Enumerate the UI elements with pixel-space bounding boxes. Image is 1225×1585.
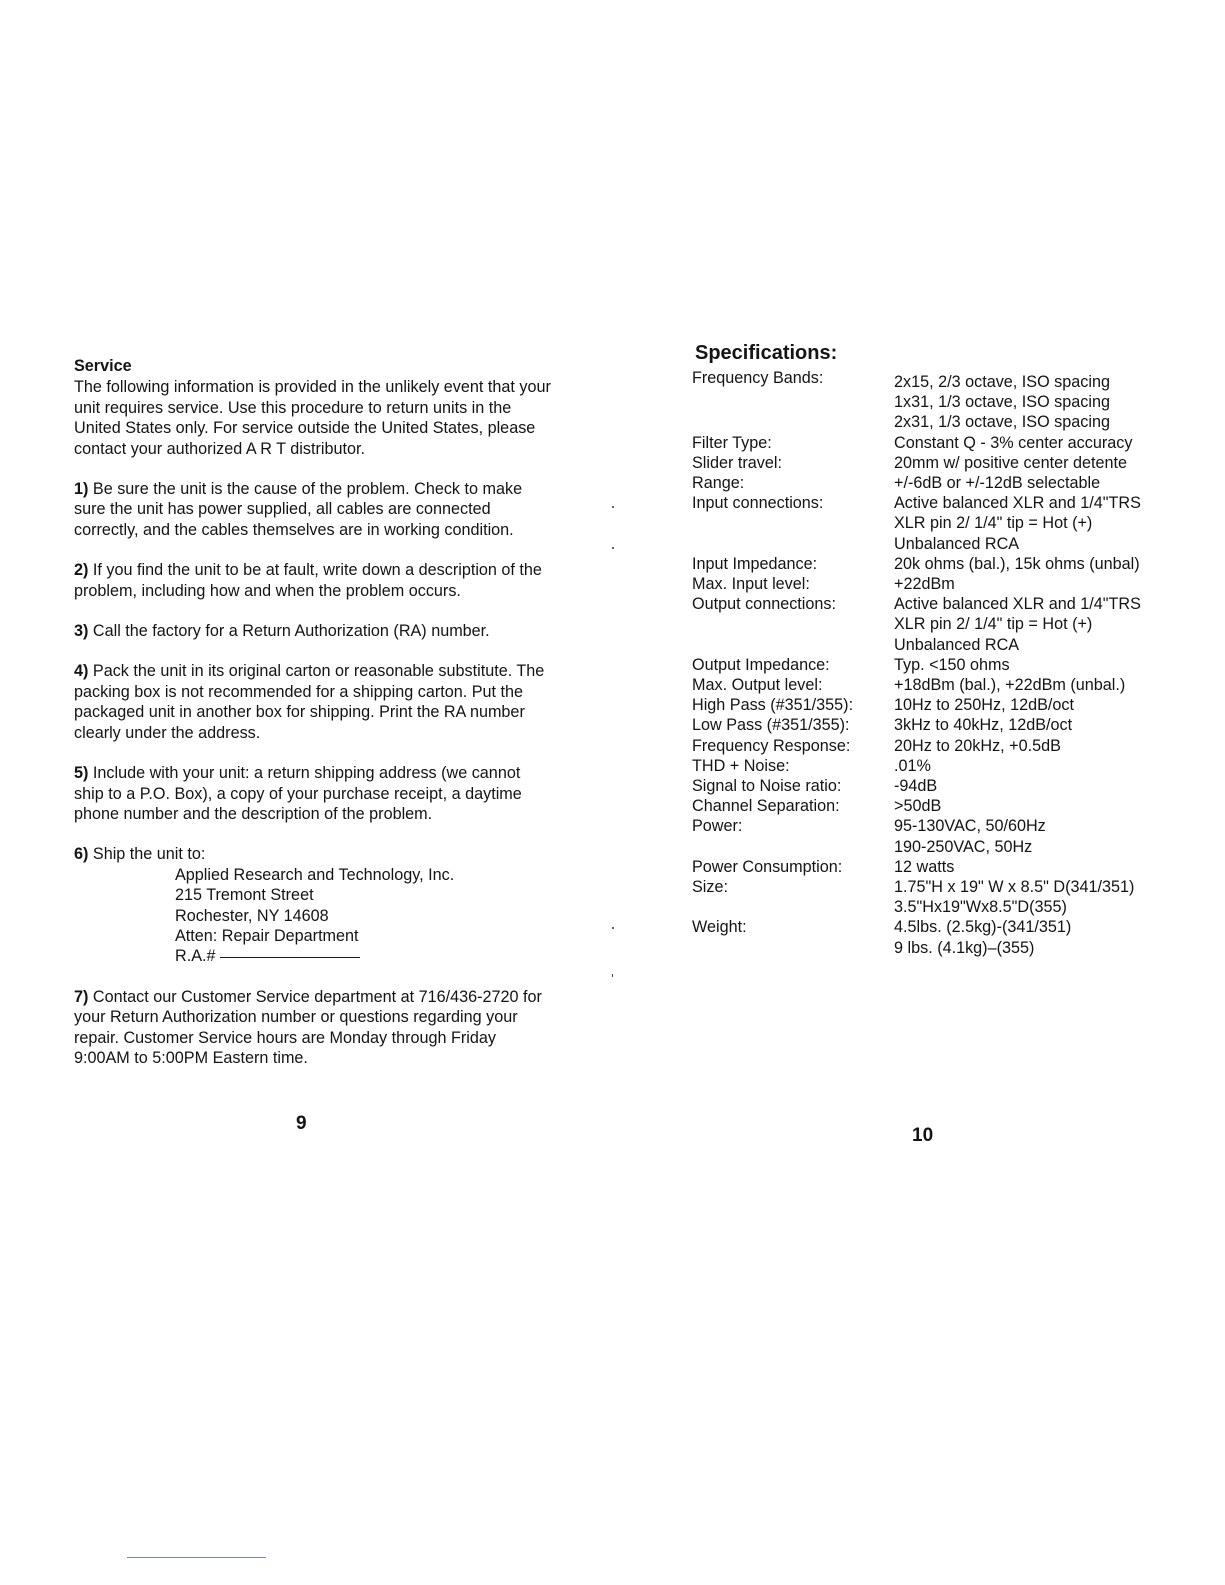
spec-values — [894, 473, 1172, 493]
shipping-address — [74, 865, 554, 967]
spec-row — [692, 574, 1172, 594]
spec-row — [692, 695, 1172, 715]
spec-label: Max. Output level: — [692, 676, 823, 695]
spec-label: Low Pass (#351/355): — [692, 716, 850, 735]
step-number: 6) — [74, 845, 89, 864]
service-step-5 — [74, 763, 554, 824]
step-number: 7) — [74, 987, 89, 1006]
spec-value: 10Hz to 250Hz, 12dB/oct — [894, 696, 1074, 715]
spec-label: Max. Input level: — [692, 575, 810, 594]
spec-value: -94dB — [894, 777, 938, 796]
spec-label: Signal to Noise ratio: — [692, 777, 842, 796]
spec-values — [894, 433, 1172, 453]
step-text: Ship the unit to: — [92, 845, 206, 864]
spec-value: 1x31, 1/3 octave, ISO spacing — [894, 393, 1110, 412]
spec-value: >50dB — [894, 797, 942, 816]
spec-values — [894, 796, 1172, 816]
spec-value: .01% — [894, 756, 931, 775]
spec-values — [894, 736, 1172, 756]
scan-speck — [612, 547, 614, 549]
spec-value: 190-250VAC, 50Hz — [894, 837, 1033, 856]
spec-values — [894, 756, 1172, 776]
spec-value: Typ. <150 ohms — [894, 655, 1010, 674]
spec-label: Size: — [692, 878, 728, 897]
spec-label: High Pass (#351/355): — [692, 696, 854, 715]
spec-row — [692, 877, 1172, 917]
spec-row — [692, 796, 1172, 816]
spec-values — [894, 917, 1172, 957]
spec-label: Input Impedance: — [692, 554, 818, 573]
step-text: Pack the unit in its original carton or reasonable substitute. The packing box is not recommended for a shipping carton. Put the packaged unit in another box for shipping. Print the RA number clearly under the address. — [74, 662, 545, 742]
spec-value: Unbalanced RCA — [894, 534, 1020, 553]
address-city: Rochester, NY 14608 — [175, 906, 329, 925]
page-number-left: 9 — [296, 1113, 307, 1134]
spec-value: Unbalanced RCA — [894, 635, 1020, 654]
service-step-6 — [74, 844, 554, 864]
spec-value: Constant Q - 3% center accuracy — [894, 433, 1133, 452]
bottom-rule — [127, 1557, 266, 1558]
spec-values — [894, 877, 1172, 917]
step-number: 5) — [74, 764, 89, 783]
address-company: Applied Research and Technology, Inc. — [175, 865, 455, 884]
spec-values — [894, 857, 1172, 877]
spec-row — [692, 715, 1172, 735]
spec-row — [692, 917, 1172, 957]
spec-values — [894, 695, 1172, 715]
spec-row — [692, 655, 1172, 675]
step-number: 3) — [74, 622, 89, 641]
spec-row — [692, 368, 1172, 433]
spec-row — [692, 675, 1172, 695]
specifications-page — [692, 340, 1172, 958]
step-text: Be sure the unit is the cause of the problem. Check to make sure the unit has power supplied, all cables are connected correctly, and the cables themselves are in working condition. — [74, 480, 523, 539]
spec-value: +22dBm — [894, 575, 955, 594]
spec-value: 12 watts — [894, 857, 955, 876]
spec-values — [894, 715, 1172, 735]
spec-value: 20mm w/ positive center detente — [894, 453, 1128, 472]
spec-label: Frequency Response: — [692, 736, 851, 755]
service-step-7 — [74, 987, 554, 1069]
spec-row — [692, 816, 1172, 856]
step-text: If you find the unit to be at fault, write down a description of the problem, including how and when the problem occurs. — [74, 561, 542, 600]
spec-values — [894, 574, 1172, 594]
page-number-right: 10 — [912, 1125, 934, 1146]
spec-row — [692, 433, 1172, 453]
spec-label: Weight: — [692, 918, 747, 937]
service-step-2 — [74, 560, 554, 601]
spec-label: Power Consumption: — [692, 857, 843, 876]
spec-value: Active balanced XLR and 1/4"TRS — [894, 494, 1141, 513]
spec-value: XLR pin 2/ 1/4" tip = Hot (+) — [894, 514, 1093, 533]
spec-table — [692, 368, 1172, 958]
spec-value: 20k ohms (bal.), 15k ohms (unbal) — [894, 554, 1140, 573]
scan-speck — [612, 974, 613, 977]
spec-value: 4.5lbs. (2.5kg)-(341/351) — [894, 918, 1072, 937]
ra-blank-line — [220, 957, 360, 958]
spec-label: Output connections: — [692, 595, 836, 614]
service-step-3 — [74, 621, 554, 641]
spec-label: Output Impedance: — [692, 655, 830, 674]
ra-label: R.A.# — [175, 947, 216, 966]
spec-row — [692, 756, 1172, 776]
spec-label: THD + Noise: — [692, 756, 790, 775]
step-number: 1) — [74, 480, 89, 499]
step-text: Include with your unit: a return shipping address (we cannot ship to a P.O. Box), a copy of your purchase receipt, a daytime phone number and the description of the problem. — [74, 764, 522, 823]
spec-row — [692, 776, 1172, 796]
spec-values — [894, 368, 1172, 433]
spec-row — [692, 736, 1172, 756]
scan-speck — [612, 927, 614, 929]
spec-value: 9 lbs. (4.1kg)–(355) — [894, 938, 1035, 957]
specifications-heading: Specifications: — [695, 342, 838, 364]
spec-label: Slider travel: — [692, 453, 782, 472]
spec-values — [894, 776, 1172, 796]
step-number: 2) — [74, 561, 89, 580]
spec-row — [692, 493, 1172, 554]
address-street: 215 Tremont Street — [175, 886, 314, 905]
spec-label: Power: — [692, 817, 743, 836]
address-attention: Atten: Repair Department — [175, 926, 359, 945]
spec-value: 3kHz to 40kHz, 12dB/oct — [894, 716, 1073, 735]
spec-row — [692, 453, 1172, 473]
spec-value: Active balanced XLR and 1/4"TRS — [894, 595, 1141, 614]
spec-label: Filter Type: — [692, 433, 772, 452]
service-step-1 — [74, 479, 554, 540]
spec-values — [894, 655, 1172, 675]
service-intro: The following information is provided in the unlikely event that your unit requires service. Use this procedure to return units in the United States only. For service outside the United States, please contact your authorized A R T distributor. — [74, 378, 551, 458]
step-text: Call the factory for a Return Authorization (RA) number. — [92, 622, 490, 641]
spec-value: +18dBm (bal.), +22dBm (unbal.) — [894, 676, 1126, 695]
spec-values — [894, 493, 1172, 554]
service-heading: Service — [74, 357, 132, 375]
service-step-4 — [74, 661, 554, 743]
spec-label: Range: — [692, 474, 745, 493]
spec-value: 2x31, 1/3 octave, ISO spacing — [894, 413, 1110, 432]
spec-values — [894, 594, 1172, 655]
spec-row — [692, 473, 1172, 493]
step-number: 4) — [74, 662, 89, 681]
spec-row — [692, 857, 1172, 877]
service-page — [74, 356, 554, 1088]
spec-value: +/-6dB or +/-12dB selectable — [894, 474, 1101, 493]
spec-label: Input connections: — [692, 494, 824, 513]
ra-number-line — [175, 946, 554, 966]
spec-value: 20Hz to 20kHz, +0.5dB — [894, 736, 1061, 755]
spec-value: 2x15, 2/3 octave, ISO spacing — [894, 373, 1110, 391]
spec-values — [894, 816, 1172, 856]
spec-label: Frequency Bands: — [692, 369, 824, 387]
spec-value: XLR pin 2/ 1/4" tip = Hot (+) — [894, 615, 1093, 634]
spec-values — [894, 554, 1172, 574]
spec-values — [894, 675, 1172, 695]
spec-values — [894, 453, 1172, 473]
spec-value: 3.5"Hx19"Wx8.5"D(355) — [894, 898, 1067, 917]
spec-row — [692, 594, 1172, 655]
spec-value: 95-130VAC, 50/60Hz — [894, 817, 1046, 836]
step-text: Contact our Customer Service department at 716/436-2720 for your Return Authorization number or questions regarding your repair. Customer Service hours are Monday through Friday 9:00AM to 5:00PM Eastern time. — [74, 987, 542, 1067]
spec-row — [692, 554, 1172, 574]
scan-speck — [612, 506, 614, 508]
spec-label: Channel Separation: — [692, 797, 840, 816]
spec-value: 1.75"H x 19" W x 8.5" D(341/351) — [894, 878, 1135, 897]
